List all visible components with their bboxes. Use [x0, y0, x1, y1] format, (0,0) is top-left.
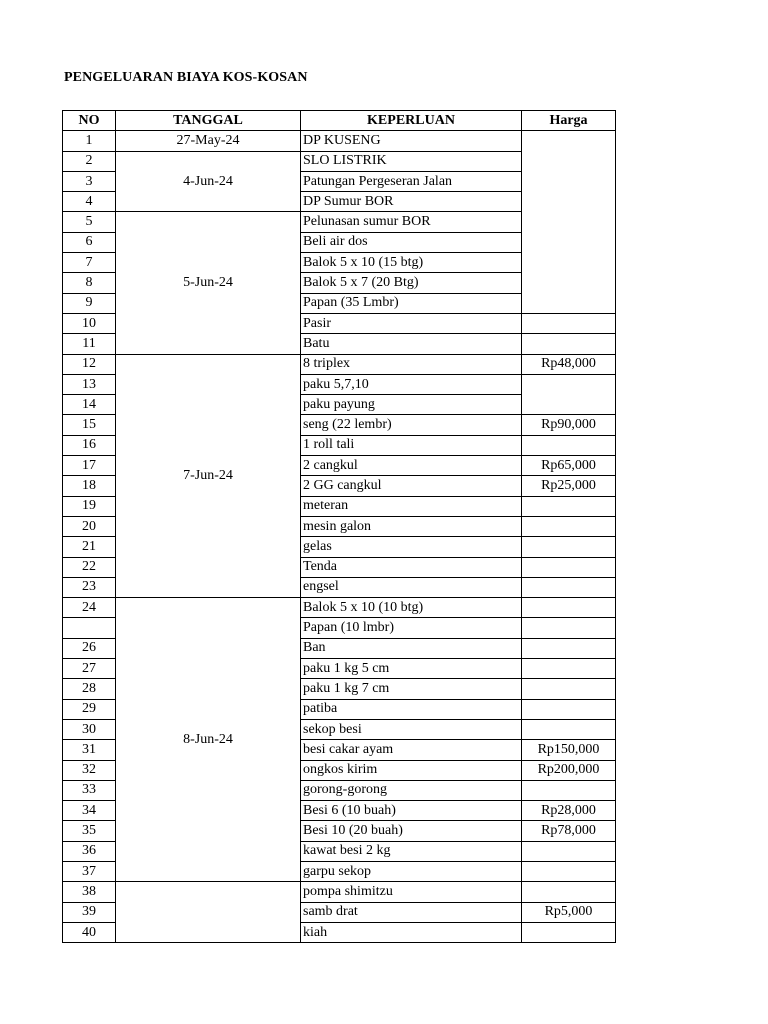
price-cell	[522, 699, 616, 719]
table-row	[63, 354, 616, 374]
purpose-cell: 8 triplex	[301, 354, 522, 374]
row-number-cell	[63, 618, 116, 638]
purpose-cell: paku 1 kg 7 cm	[301, 679, 522, 699]
price-cell: Rp150,000	[522, 740, 616, 760]
purpose-cell: meteran	[301, 496, 522, 516]
purpose-cell: engsel	[301, 577, 522, 597]
row-number-cell: 10	[63, 313, 116, 333]
purpose-cell: Besi 10 (20 buah)	[301, 821, 522, 841]
date-cell: 4-Jun-24	[116, 151, 301, 212]
row-number-cell: 27	[63, 659, 116, 679]
purpose-cell: kiah	[301, 922, 522, 942]
row-number-cell: 9	[63, 293, 116, 313]
row-number-cell: 1	[63, 131, 116, 151]
row-number-cell: 14	[63, 395, 116, 415]
header-date: TANGGAL	[116, 111, 301, 131]
purpose-cell: gorong-gorong	[301, 780, 522, 800]
price-cell	[522, 334, 616, 354]
document-title: PENGELUARAN BIAYA KOS-KOSAN	[64, 70, 308, 85]
row-number-cell: 40	[63, 922, 116, 942]
price-cell: Rp5,000	[522, 902, 616, 922]
purpose-cell: seng (22 lembr)	[301, 415, 522, 435]
row-number-cell: 18	[63, 476, 116, 496]
purpose-cell: 2 GG cangkul	[301, 476, 522, 496]
row-number-cell: 15	[63, 415, 116, 435]
purpose-cell: Batu	[301, 334, 522, 354]
price-cell: Rp65,000	[522, 456, 616, 476]
row-number-cell: 16	[63, 435, 116, 455]
price-cell	[522, 577, 616, 597]
purpose-cell: 2 cangkul	[301, 456, 522, 476]
price-cell	[522, 374, 616, 415]
row-number-cell: 17	[63, 456, 116, 476]
row-number-cell: 23	[63, 577, 116, 597]
header-purpose: KEPERLUAN	[301, 111, 522, 131]
purpose-cell: Besi 6 (10 buah)	[301, 801, 522, 821]
row-number-cell: 8	[63, 273, 116, 293]
purpose-cell: Patungan Pergeseran Jalan	[301, 171, 522, 191]
date-cell	[116, 882, 301, 943]
purpose-cell: Balok 5 x 7 (20 Btg)	[301, 273, 522, 293]
row-number-cell: 4	[63, 192, 116, 212]
purpose-cell: Pasir	[301, 313, 522, 333]
price-cell	[522, 537, 616, 557]
row-number-cell: 11	[63, 334, 116, 354]
purpose-cell: Balok 5 x 10 (15 btg)	[301, 253, 522, 273]
row-number-cell: 31	[63, 740, 116, 760]
table-body	[63, 131, 616, 943]
purpose-cell: mesin galon	[301, 516, 522, 536]
price-cell	[522, 618, 616, 638]
row-number-cell: 3	[63, 171, 116, 191]
purpose-cell: sekop besi	[301, 719, 522, 739]
row-number-cell: 32	[63, 760, 116, 780]
price-cell	[522, 516, 616, 536]
price-cell	[522, 882, 616, 902]
row-number-cell: 33	[63, 780, 116, 800]
price-cell: Rp28,000	[522, 801, 616, 821]
purpose-cell: Pelunasan sumur BOR	[301, 212, 522, 232]
row-number-cell: 12	[63, 354, 116, 374]
purpose-cell: kawat besi 2 kg	[301, 841, 522, 861]
row-number-cell: 29	[63, 699, 116, 719]
purpose-cell: SLO LISTRIK	[301, 151, 522, 171]
price-cell	[522, 638, 616, 658]
header-no: NO	[63, 111, 116, 131]
purpose-cell: DP Sumur BOR	[301, 192, 522, 212]
purpose-cell: Tenda	[301, 557, 522, 577]
row-number-cell: 30	[63, 719, 116, 739]
purpose-cell: Balok 5 x 10 (10 btg)	[301, 598, 522, 618]
table-header-row	[63, 111, 616, 131]
row-number-cell: 22	[63, 557, 116, 577]
purpose-cell: Ban	[301, 638, 522, 658]
price-cell	[522, 679, 616, 699]
purpose-cell: besi cakar ayam	[301, 740, 522, 760]
row-number-cell: 39	[63, 902, 116, 922]
price-cell	[522, 131, 616, 314]
table-row	[63, 598, 616, 618]
table-row	[63, 882, 616, 902]
row-number-cell: 34	[63, 801, 116, 821]
row-number-cell: 24	[63, 598, 116, 618]
purpose-cell: 1 roll tali	[301, 435, 522, 455]
price-cell	[522, 496, 616, 516]
expense-table	[62, 110, 616, 943]
price-cell	[522, 922, 616, 942]
purpose-cell: Papan (10 lmbr)	[301, 618, 522, 638]
purpose-cell: paku 5,7,10	[301, 374, 522, 394]
price-cell	[522, 557, 616, 577]
row-number-cell: 37	[63, 861, 116, 881]
price-cell: Rp25,000	[522, 476, 616, 496]
purpose-cell: samb drat	[301, 902, 522, 922]
price-cell	[522, 659, 616, 679]
row-number-cell: 35	[63, 821, 116, 841]
price-cell	[522, 780, 616, 800]
date-cell: 7-Jun-24	[116, 354, 301, 598]
price-cell: Rp90,000	[522, 415, 616, 435]
purpose-cell: garpu sekop	[301, 861, 522, 881]
price-cell	[522, 313, 616, 333]
date-cell: 5-Jun-24	[116, 212, 301, 354]
row-number-cell: 19	[63, 496, 116, 516]
table-row	[63, 131, 616, 151]
purpose-cell: patiba	[301, 699, 522, 719]
price-cell: Rp48,000	[522, 354, 616, 374]
price-cell	[522, 435, 616, 455]
row-number-cell: 13	[63, 374, 116, 394]
price-cell	[522, 841, 616, 861]
purpose-cell: gelas	[301, 537, 522, 557]
row-number-cell: 20	[63, 516, 116, 536]
row-number-cell: 26	[63, 638, 116, 658]
price-cell	[522, 598, 616, 618]
purpose-cell: pompa shimitzu	[301, 882, 522, 902]
date-cell: 27-May-24	[116, 131, 301, 151]
purpose-cell: paku 1 kg 5 cm	[301, 659, 522, 679]
row-number-cell: 28	[63, 679, 116, 699]
purpose-cell: paku payung	[301, 395, 522, 415]
header-price: Harga	[522, 111, 616, 131]
price-cell	[522, 861, 616, 881]
row-number-cell: 7	[63, 253, 116, 273]
price-cell: Rp78,000	[522, 821, 616, 841]
row-number-cell: 38	[63, 882, 116, 902]
row-number-cell: 36	[63, 841, 116, 861]
row-number-cell: 5	[63, 212, 116, 232]
purpose-cell: ongkos kirim	[301, 760, 522, 780]
price-cell	[522, 719, 616, 739]
purpose-cell: Papan (35 Lmbr)	[301, 293, 522, 313]
row-number-cell: 2	[63, 151, 116, 171]
date-cell: 8-Jun-24	[116, 598, 301, 882]
price-cell: Rp200,000	[522, 760, 616, 780]
purpose-cell: Beli air dos	[301, 232, 522, 252]
purpose-cell: DP KUSENG	[301, 131, 522, 151]
row-number-cell: 21	[63, 537, 116, 557]
row-number-cell: 6	[63, 232, 116, 252]
